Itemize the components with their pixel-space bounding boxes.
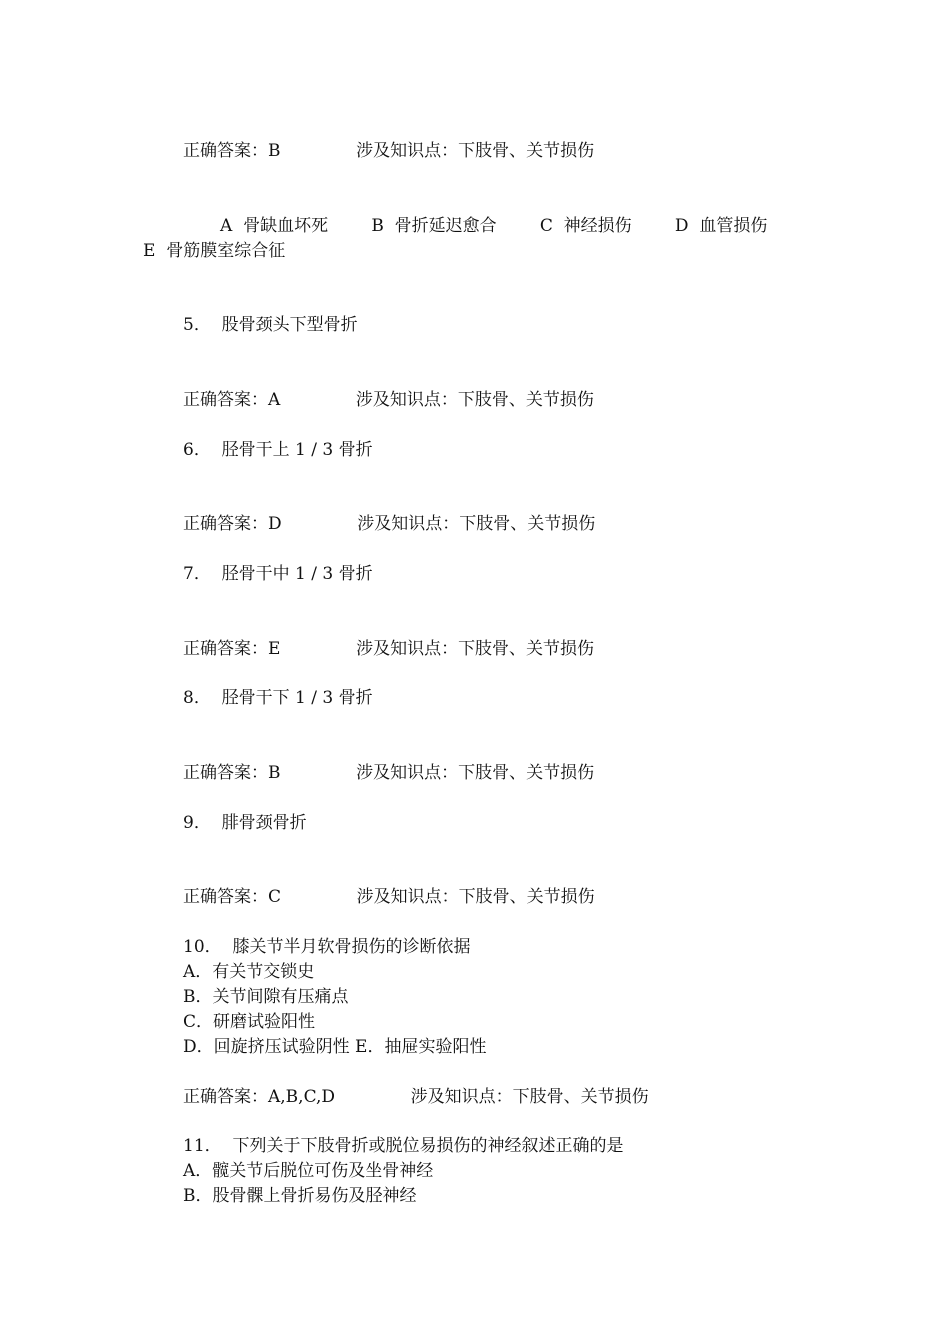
option-line: C．研磨试验阳性 (183, 1012, 316, 1032)
question-line: 7． 胫骨干中 1 / 3 骨折 (183, 564, 373, 584)
question-line: 6． 胫骨干上 1 / 3 骨折 (183, 440, 373, 460)
option-line: D．回旋挤压试验阴性 E．抽屉实验阳性 (183, 1037, 487, 1057)
option-line: B．关节间隙有压痛点 (183, 987, 349, 1007)
answer-line: 正确答案：C 涉及知识点：下肢骨、关节损伤 (183, 887, 595, 907)
options-line: A 骨缺血坏死 B 骨折延迟愈合 C 神经损伤 D 血管损伤 (220, 216, 768, 236)
options-line: E 骨筋膜室综合征 (143, 241, 286, 261)
answer-line: 正确答案：B 涉及知识点：下肢骨、关节损伤 (183, 141, 595, 161)
answer-line: 正确答案：A,B,C,D 涉及知识点：下肢骨、关节损伤 (183, 1087, 649, 1107)
answer-line: 正确答案：B 涉及知识点：下肢骨、关节损伤 (183, 763, 595, 783)
question-line: 11． 下列关于下肢骨折或脱位易损伤的神经叙述正确的是 (183, 1136, 624, 1156)
answer-line: 正确答案：A 涉及知识点：下肢骨、关节损伤 (183, 390, 594, 410)
question-line: 8． 胫骨干下 1 / 3 骨折 (183, 688, 373, 708)
option-line: B．股骨髁上骨折易伤及胫神经 (183, 1186, 417, 1206)
option-line: A．髋关节后脱位可伤及坐骨神经 (183, 1161, 434, 1181)
question-line: 10． 膝关节半月软骨损伤的诊断依据 (183, 937, 471, 957)
question-line: 9． 腓骨颈骨折 (183, 813, 307, 833)
option-line: A．有关节交锁史 (183, 962, 315, 982)
answer-line: 正确答案：D 涉及知识点：下肢骨、关节损伤 (183, 514, 596, 534)
answer-line: 正确答案：E 涉及知识点：下肢骨、关节损伤 (183, 639, 595, 659)
question-line: 5． 股骨颈头下型骨折 (183, 315, 358, 335)
